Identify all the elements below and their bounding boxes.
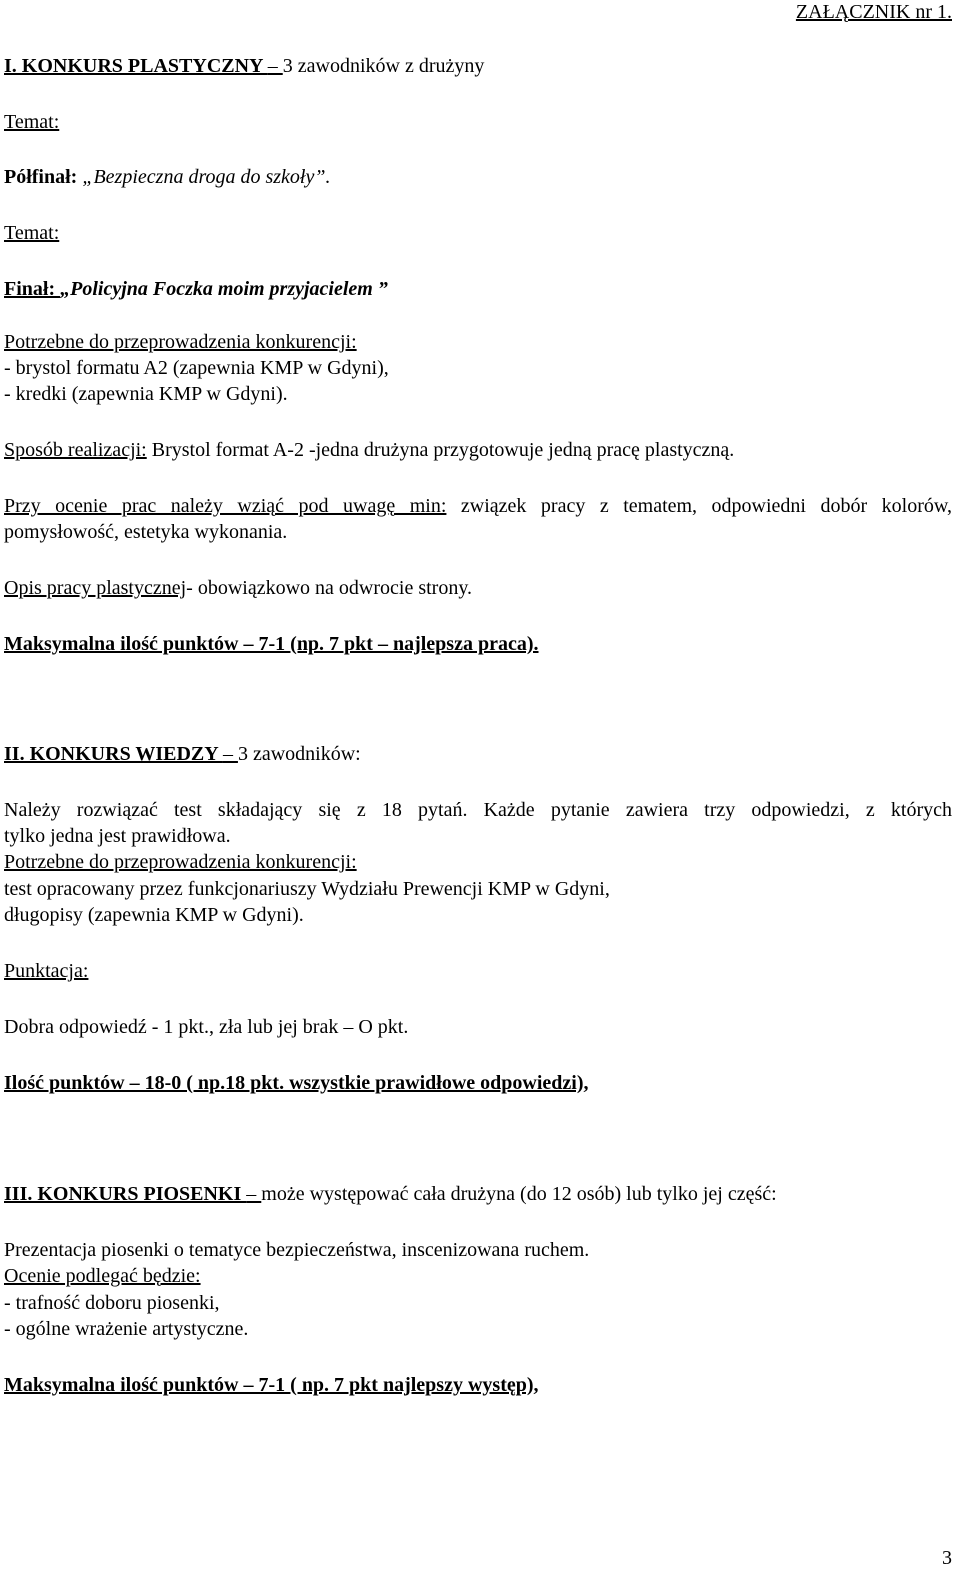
section-2-heading: II. KONKURS WIEDZY – 3 zawodników: xyxy=(4,743,361,765)
section-3-intro: Prezentacja piosenki o tematyce bezpieczeństwa, inscenizowana ruchem. xyxy=(4,1239,590,1261)
section-3-title: III. KONKURS PIOSENKI xyxy=(4,1183,247,1205)
section-3-participants: może występować cała drużyna (do 12 osób) lub tylko jej część: xyxy=(261,1183,777,1205)
section-3-heading: III. KONKURS PIOSENKI – może występować cała drużyna (do 12 osób) lub tylko jej część: xyxy=(4,1183,777,1205)
needed-label-1: Potrzebne do przeprowadzenia konkurencji: xyxy=(4,331,357,353)
section-1-max-points: Maksymalna ilość punktów – 7-1 (np. 7 pkt – najlepsza praca). xyxy=(4,633,539,655)
needed-item: - brystol formatu A2 (zapewnia KMP w Gdyni), xyxy=(4,357,389,379)
page-number: 3 xyxy=(942,1547,952,1569)
topic-label-1: Temat: xyxy=(4,111,60,133)
section-1-participants: 3 zawodników z drużyny xyxy=(282,55,485,77)
section-2-intro-1: Należy rozwiązać test składający się z 18 pytań. Każde pytanie zawiera trzy odpowiedzi, z których xyxy=(4,799,952,821)
needed-item: - kredki (zapewnia KMP w Gdyni). xyxy=(4,383,288,405)
needed-item: długopisy (zapewnia KMP w Gdyni). xyxy=(4,904,304,926)
scoring-text: Dobra odpowiedź - 1 pkt., zła lub jej brak – O pkt. xyxy=(4,1016,409,1038)
needed-item: test opracowany przez funkcjonariuszy Wydziału Prewencji KMP w Gdyni, xyxy=(4,878,610,900)
annex-label: ZAŁĄCZNIK nr 1. xyxy=(795,1,952,23)
section-3-max-points: Maksymalna ilość punktów – 7-1 ( np. 7 pkt najlepszy występ), xyxy=(4,1374,539,1396)
section-2-participants: 3 zawodników: xyxy=(237,743,361,765)
criteria-item: - trafność doboru piosenki, xyxy=(4,1292,220,1314)
section-2-points: Ilość punktów – 18-0 ( np.18 pkt. wszystkie prawidłowe odpowiedzi), xyxy=(4,1072,589,1094)
section-1-heading: I. KONKURS PLASTYCZNY – 3 zawodników z drużyny xyxy=(4,55,485,77)
final-topic: Finał: „Policyjna Foczka moim przyjacielem ” xyxy=(4,278,388,300)
evaluation-line-1: Przy ocenie prac należy wziąć pod uwagę min: związek pracy z tematem, odpowiedni dobór kolorów, xyxy=(4,495,952,517)
method-line: Sposób realizacji: Brystol format A-2 -jedna drużyna przygotowuje jedną pracę plastyczną. xyxy=(4,439,735,461)
evaluation-line-2: pomysłowość, estetyka wykonania. xyxy=(4,521,288,543)
section-2-intro-2: tylko jedna jest prawidłowa. xyxy=(4,825,231,847)
needed-label-2: Potrzebne do przeprowadzenia konkurencji: xyxy=(4,851,357,873)
scoring-label: Punktacja: xyxy=(4,960,89,982)
section-2-title: II. KONKURS WIEDZY xyxy=(4,743,223,765)
criteria-item: - ogólne wrażenie artystyczne. xyxy=(4,1318,249,1340)
semifinal-topic: Półfinał: „Bezpieczna droga do szkoły”. xyxy=(4,166,331,188)
criteria-label: Ocenie podlegać będzie: xyxy=(4,1265,201,1287)
section-1-title: I. KONKURS PLASTYCZNY xyxy=(4,55,268,77)
description-line: Opis pracy plastycznej- obowiązkowo na odwrocie strony. xyxy=(4,577,473,599)
topic-label-2: Temat: xyxy=(4,222,60,244)
